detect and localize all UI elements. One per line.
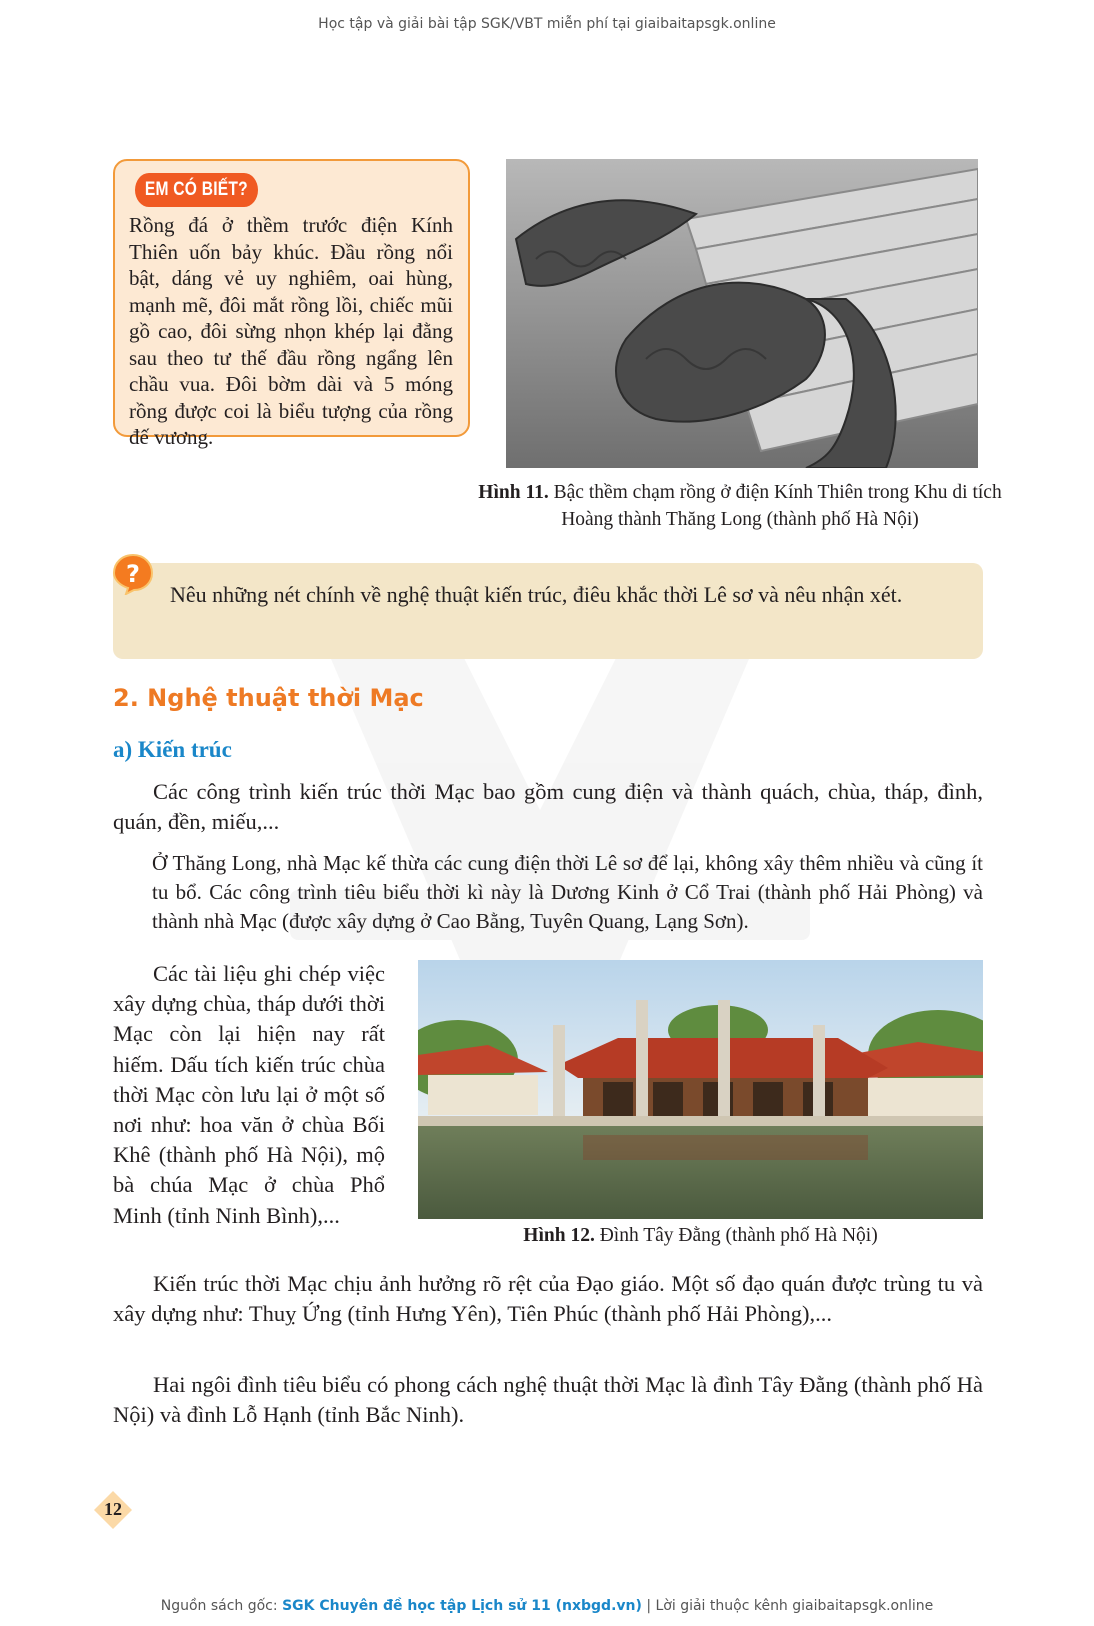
did-you-know-text: Rồng đá ở thềm trước điện Kính Thiên uốn bảy khúc. Đầu rồng nổi bật, dáng vẻ uy nghiêm, oai hùng, mạnh mẽ, đôi mắt rồng lồi, chiếc mũi gồ cao, đôi sừng nhọn khép lại đằng sau theo tư thế đầu rồng ngẩng lên chầu vua. Đôi bờm dài và 5 móng rồng được coi là biểu tượng của rồng đế vương.	[129, 213, 453, 449]
paragraph-5: Hai ngôi đình tiêu biểu có phong cách nghệ thuật thời Mạc là đình Tây Đằng (thành phố Hà Nội) và đình Lỗ Hạnh (tỉnh Bắc Ninh).	[113, 1372, 983, 1427]
figure-11-caption-text: Bậc thềm chạm rồng ở điện Kính Thiên trong Khu di tích Hoàng thành Thăng Long (thành phố Hà Nội)	[548, 482, 1002, 530]
top-note: Học tập và giải bài tập SGK/VBT miễn phí tại giaibaitapsgk.online	[318, 16, 776, 32]
footer-suffix: | Lời giải thuộc kênh giaibaitapsgk.online	[641, 1598, 934, 1614]
paragraph-3: Các tài liệu ghi chép việc xây dựng chùa, tháp dưới thời Mạc còn lại hiện nay rất hiếm. Dấu tích kiến trúc chùa thời Mạc còn lưu lại ở một số nơi như: hoa văn ở chùa Bối Khê (thành phố Hà Nội), mộ bà chúa Mạc ở chùa Phổ Minh (tỉnh Ninh Bình),...	[113, 961, 385, 1228]
did-you-know-badge: EM CÓ BIẾT?	[135, 173, 258, 207]
figure-11-image	[506, 159, 978, 468]
footer-prefix: Nguồn sách gốc:	[160, 1598, 283, 1614]
paragraph-1: Các công trình kiến trúc thời Mạc bao gồm cung điện và thành quách, chùa, tháp, đình, quán, đền, miếu,...	[113, 779, 983, 834]
figure-12-image	[418, 960, 983, 1219]
question-box	[113, 563, 983, 659]
question-icon	[112, 553, 154, 595]
paragraph-2: Ở Thăng Long, nhà Mạc kế thừa các cung điện thời Lê sơ để lại, không xây thêm nhiều và cũng ít tu bổ. Các công trình tiêu biểu thời kì này là Dương Kinh ở Cổ Trai (thành phố Hải Phòng) và thành nhà Mạc (được xây dựng ở Cao Bằng, Tuyên Quang, Lạng Sơn).	[152, 851, 983, 933]
figure-12-caption-text: Đình Tây Đằng (thành phố Hà Nội)	[594, 1225, 878, 1246]
svg-text:?: ?	[126, 560, 140, 588]
footer-source-link[interactable]: SGK Chuyên đề học tập Lịch sử 11 (nxbgd.vn)	[282, 1598, 642, 1614]
figure-12-label: Hình 12.	[523, 1225, 595, 1246]
footer	[0, 1598, 1094, 1614]
figure-11-label: Hình 11.	[478, 482, 549, 503]
question-text: Nêu những nét chính về nghệ thuật kiến trúc, điêu khắc thời Lê sơ và nêu nhận xét.	[170, 582, 903, 607]
subsection-title: a) Kiến trúc	[113, 737, 232, 762]
figure-12-caption	[418, 1225, 983, 1247]
section-title: 2. Nghệ thuật thời Mạc	[113, 684, 424, 712]
paragraph-4: Kiến trúc thời Mạc chịu ảnh hưởng rõ rệt của Đạo giáo. Một số đạo quán được trùng tu và xây dựng như: Thuỵ Ứng (tỉnh Hưng Yên), Tiên Phúc (thành phố Hải Phòng),...	[113, 1271, 983, 1326]
figure-11-caption	[470, 480, 1010, 533]
page-number: 12	[104, 1499, 122, 1519]
